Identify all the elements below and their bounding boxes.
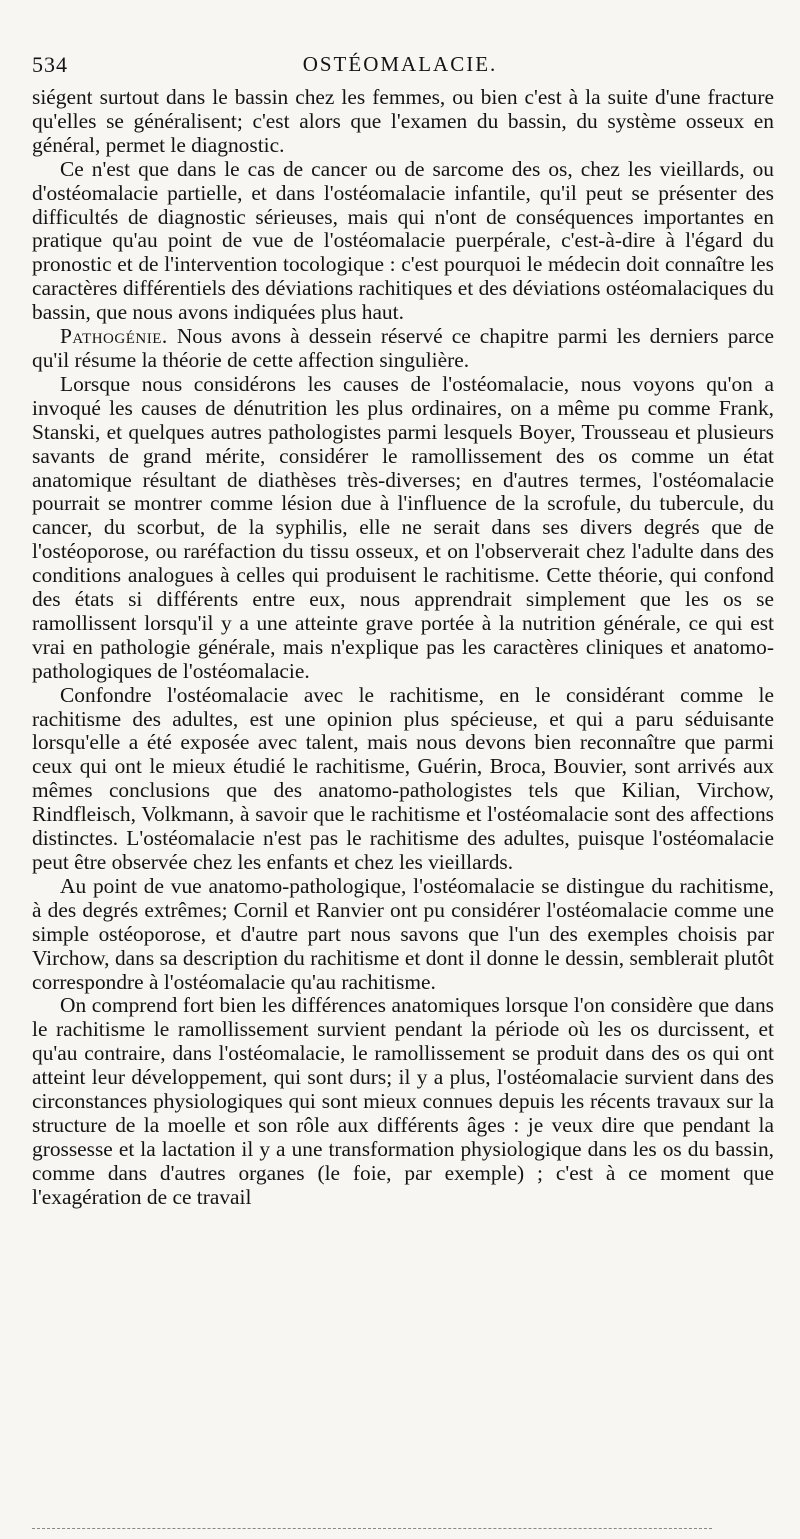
paragraph-4: Lorsque nous considérons les causes de l'ostéomalacie, nous voyons qu'on a invoqué les causes de dénutrition les plus ordinaires, on a même pu comme Frank, Stanski, et quelques autres pathologistes parmi lesquels Boyer, Trousseau et plusieurs savants de grand mérite, considérer le ramollissement des os comme un état anatomique résultant de diathèses très-diverses; en d'autres termes, l'ostéomalacie pourrait se montrer comme lésion due à l'influence de la scrofule, du tubercule, du cancer, du scorbut, de la syphilis, elle ne serait dans ses divers degrés que de l'ostéoporose, ou raréfaction du tissu osseux, et on l'observerait chez l'adulte dans des conditions analogues à celles qui produisent le rachitisme. Cette théorie, qui confond des états si différents entre eux, nous apprendrait simplement que les os se ramollissent lorsqu'il y a une atteinte grave portée à la nutrition générale, ce qui est vrai en pathologie générale, mais n'explique pas les caractères cliniques et anatomo-pathologiques de l'ostéomalacie. <box>32 371 774 683</box>
paragraph-2: Ce n'est que dans le cas de cancer ou de sarcome des os, chez les vieillards, ou d'ostéomalacie partielle, et dans l'ostéomalacie infantile, qu'il peut se présenter des difficultés de diagnostic sérieuses, mais qui n'ont de conséquences importantes en pratique qu'au point de vue de l'ostéomalacie puerpérale, c'est-à-dire à l'égard du pronostic et de l'intervention tocologique : c'est pourquoi le médecin doit connaître les caractères différentiels des déviations rachitiques et des déviations ostéomalaciques du bassin, que nous avons indiquées plus haut. <box>32 156 774 325</box>
paragraph-3-text: Nous avons à dessein réservé ce chapitre parmi les derniers parce qu'il résume la théorie de cette affection singulière. <box>32 324 774 372</box>
footer-rule <box>32 1528 712 1529</box>
running-title: OSTÉOMALACIE. <box>302 52 498 76</box>
page-header <box>32 52 768 82</box>
paragraph-pathogenie <box>32 325 774 373</box>
section-heading-pathogenie: Pathogénie. <box>60 324 168 349</box>
paragraph-5: Confondre l'ostéomalacie avec le rachitisme, en le considérant comme le rachitisme des adultes, est une opinion plus spécieuse, et qui a paru séduisante lorsqu'elle a été exposée avec talent, mais nous devons bien reconnaître que parmi ceux qui ont le mieux étudié le rachitisme, Guérin, Broca, Bouvier, sont arrivés aux mêmes conclusions que des anatomo-pathologistes tels que Kilian, Virchow, Rindfleisch, Volkmann, à savoir que le rachitisme et l'ostéomalacie sont des affections distinctes. L'ostéomalacie n'est pas le rachitisme des adultes, puisque l'ostéomalacie peut être observée chez les enfants et chez les vieillards. <box>32 682 774 874</box>
paragraph-6: Au point de vue anatomo-pathologique, l'ostéomalacie se distingue du rachitisme, à des degrés extrêmes; Cornil et Ranvier ont pu considérer l'ostéomalacie comme une simple ostéoporose, et d'autre part nous savons que l'un des exemples choisis par Virchow, dans sa description du rachitisme et dont il donne le dessin, semblerait plutôt correspondre à l'ostéomalacie qu'au rachitisme. <box>32 873 774 994</box>
body-text <box>32 86 774 1210</box>
paragraph-7: On comprend fort bien les différences anatomiques lorsque l'on considère que dans le rachitisme le ramollissement survient pendant la période où les os durcissent, et qu'au contraire, dans l'ostéomalacie, le ramollissement se produit dans des os qui ont atteint leur développement, qui sont durs; il y a plus, l'ostéomalacie survient dans des circonstances physiologiques qui sont mieux connues depuis les récents travaux sur la structure de la moelle et son rôle aux différents âges : je veux dire que pendant la grossesse et la lactation il y a une transformation physiologique dans les os du bassin, comme dans d'autres organes (le foie, par exemple) ; c'est à ce moment que l'exagération de ce travail <box>32 993 774 1209</box>
paragraph-1: siégent surtout dans le bassin chez les femmes, ou bien c'est à la suite d'une fracture qu'elles se généralisent; c'est alors que l'examen du bassin, du système osseux en général, permet le diagnostic. <box>32 85 774 157</box>
page-number: 534 <box>32 52 68 77</box>
